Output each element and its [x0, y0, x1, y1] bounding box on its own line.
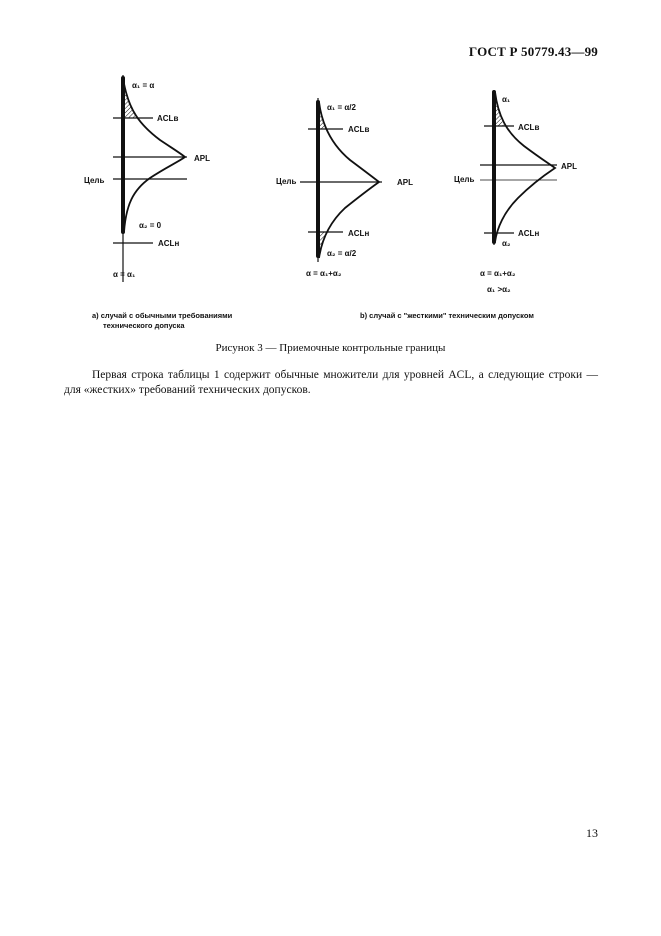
panel-a-acl-lower-label: ACLн [158, 239, 180, 248]
panel-b-relation: α = α₁+α₂ [306, 269, 342, 278]
panel-c-apl-label: APL [561, 162, 577, 171]
panel-b-caption: b) случай с "жесткими" техническим допуском [360, 311, 534, 320]
panel-b-alpha1-label: α₁ = α/2 [327, 103, 356, 112]
panel-b-acl-upper-label: ACLв [348, 125, 370, 134]
panel-b-alpha2-label: α₂ = α/2 [327, 249, 357, 258]
panel-a-target-label: Цель [84, 176, 105, 185]
panel-b-apl-label: APL [397, 178, 413, 187]
panel-b-diagram [300, 98, 382, 262]
panel-a-apl-label: APL [194, 154, 210, 163]
panel-c-acl-upper-label: ACLв [518, 123, 540, 132]
panel-b-target-label: Цель [276, 177, 297, 186]
panel-c-relation2: α₁ >α₂ [487, 285, 511, 294]
panel-c-target-label: Цель [454, 175, 475, 184]
page-number: 13 [586, 826, 598, 840]
document-header: ГОСТ Р 50779.43—99 [468, 44, 598, 59]
panel-a-diagram [113, 75, 187, 282]
panel-c-diagram [480, 90, 557, 245]
panel-a-alpha2-label: α₂ = 0 [139, 221, 162, 230]
panel-a-caption-line2: технического допуска [103, 321, 185, 330]
panel-c-relation: α = α₁+α₂ [480, 269, 516, 278]
acceptance-limits-figure [0, 0, 661, 340]
figure-drawing [0, 0, 661, 340]
panel-c-alpha2-label: α₂ [502, 239, 511, 248]
panel-c-distribution-curve [495, 92, 555, 242]
panel-c-alpha1-label: α₁ [502, 95, 511, 104]
panel-a-caption-line1: а) случай с обычными требованиями [92, 311, 233, 320]
panel-c-acl-lower-label: ACLн [518, 229, 540, 238]
panel-a-relation: α = α₁ [113, 270, 136, 279]
panel-a-alpha1-label: α₁ = α [132, 81, 155, 90]
panel-b-acl-lower-label: ACLн [348, 229, 370, 238]
panel-a-distribution-curve [123, 78, 185, 232]
figure-caption: Рисунок 3 — Приемочные контрольные границы [215, 342, 446, 354]
panel-a-acl-upper-label: ACLв [157, 114, 179, 123]
body-paragraph: Первая строка таблицы 1 содержит обычные множители для уровней ACL, а следующие строки — для «жестких» требований технических допусков. [64, 369, 598, 396]
